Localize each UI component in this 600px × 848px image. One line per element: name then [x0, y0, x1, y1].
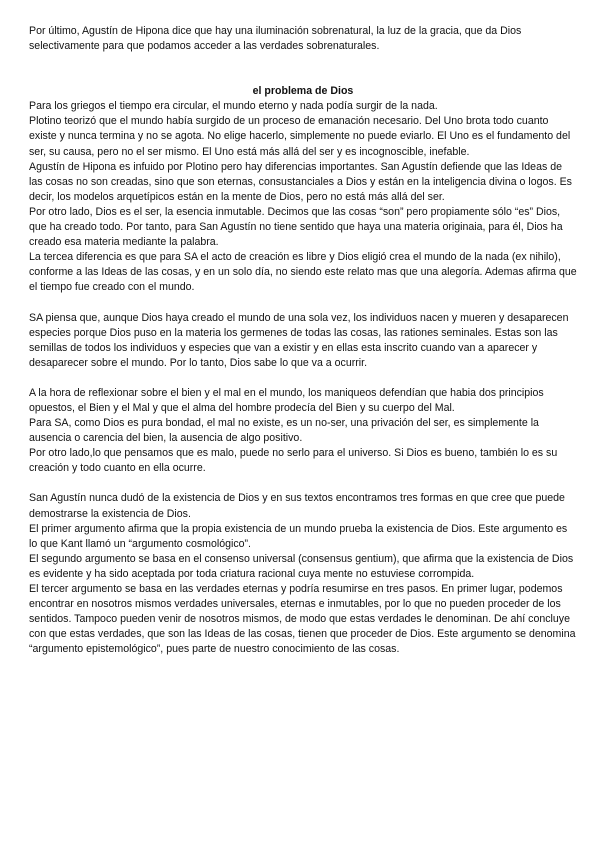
paragraph-mal-no-ser: Para SA, como Dios es pura bondad, el mal no existe, es un no-ser, una privación del ser, es simplemente la ausencia o carencia del bien, la ausencia de algo positivo.: [29, 417, 539, 445]
spacer: [29, 371, 577, 386]
paragraph-existence-intro: San Agustín nunca dudó de la existencia de Dios y en sus textos encontramos tres formas en que cree que puede demostrarse la existencia de Dios.: [29, 492, 565, 520]
intro-paragraph: Por último, Agustín de Hipona dice que hay una iluminación sobrenatural, la luz de la gracia, que da Dios selectivamente para que podamos acceder a las verdades sobrenaturales.: [29, 25, 522, 53]
paragraph-creation: La tercea diferencia es que para SA el acto de creación es libre y Dios eligió crea el mundo de la nada (ex nihilo), conforme a las Ideas de las cosas, y en un solo día, no siendo este relato mas que una alegoría. Ademas afirma que el tiempo fue creado con el mundo.: [29, 251, 577, 294]
paragraph-maniqueos: A la hora de reflexionar sobre el bien y el mal en el mundo, los maniqueos defendían que habia dos principios opuestos, el Bien y el Mal y que el alma del hombre prodecía del Bien y su cuerpo del Mal.: [29, 386, 544, 414]
paragraph-dios-ser: Por otro lado, Dios es el ser, la esencia inmutable. Decimos que las cosas “son” pero propiamente sólo “es” Dios, que ha creado todo. Por tanto, para San Agustín no tiene sentido que haya una materia originaia, para él, Dios ha creado esa materia mediante la palabra.: [29, 205, 563, 249]
spacer: [29, 296, 577, 311]
paragraph-first-argument: El primer argumento afirma que la propia existencia de un mundo prueba la existencia de Dios. Este argumento es lo que Kant llamó un “argumento cosmológico”.: [29, 522, 568, 550]
paragraph-plotino: Plotino teorizó que el mundo había surgido de un proceso de emanación necesario. Del Uno brota todo cuanto existe y nunca termina y no se agota. No elige hacerlo, simplemente no puede eviarlo. El Uno es el fundamento del ser, su causa, pero no el ser mismo. El Uno está más allá del ser y es incognoscible, inefable.: [29, 115, 571, 158]
spacer: [29, 54, 577, 84]
paragraph-greek-time: Para los griegos el tiempo era circular, el mundo eterno y nada podía surgir de la nada.: [29, 100, 438, 113]
spacer: [29, 476, 577, 491]
paragraph-agustin-influence: Agustín de Hipona es infuido por Plotino pero hay diferencias importantes. San Agustín defiende que las Ideas de las cosas no son creadas, sino que son eternas, consustanciales a Dios y están en la inteligencia divina o logos. Es decir, los modelos arquetípicos están en la mente de Dios, pero no está más allá del ser.: [29, 160, 572, 203]
section-heading: el problema de Dios: [252, 85, 354, 98]
paragraph-rationes-seminales: SA piensa que, aunque Dios haya creado el mundo de una sola vez, los individuos nacen y mueren y desaparecen especies porque Dios puso en la materia los germenes de todas las cosas, las rationes seminales. Estas son las semillas de todos los individuos y especies que van a existir y en ellas esta inscrito cuando van a aparecer y desaparecer sobre el mundo. Por lo tanto, Dios sabe lo que va a ocurrir.: [29, 311, 569, 369]
paragraph-universo: Por otro lado,lo que pensamos que es malo, puede no serlo para el universo. Si Dios es bueno, también lo es su creación y todo cuanto en ella ocurre.: [29, 447, 558, 475]
document-page: [29, 24, 577, 657]
paragraph-third-argument: El tercer argumento se basa en las verdades eternas y podría resumirse en tres pasos. En primer lugar, podemos encontrar en nosotros mismos verdades universales, eternas e inmutables, por lo que no pueden proceder de los sentidos. Tampoco pueden venir de nosotros mismos, de modo que estas verdades le denominan. De ahí concluye con que estas verdades, que son las Ideas de las cosas, tienen que proceder de Dios. Este argumento se denomina “argumento epistemológico”, pues parte de nuestro conocimiento de las cosas.: [29, 583, 576, 656]
paragraph-second-argument: El segundo argumento se basa en el consenso universal (consensus gentium), que afirma que la existencia de Dios es evidente y ha sido aceptada por toda criatura racional cuya mente no estuviese corrompida.: [29, 552, 574, 580]
